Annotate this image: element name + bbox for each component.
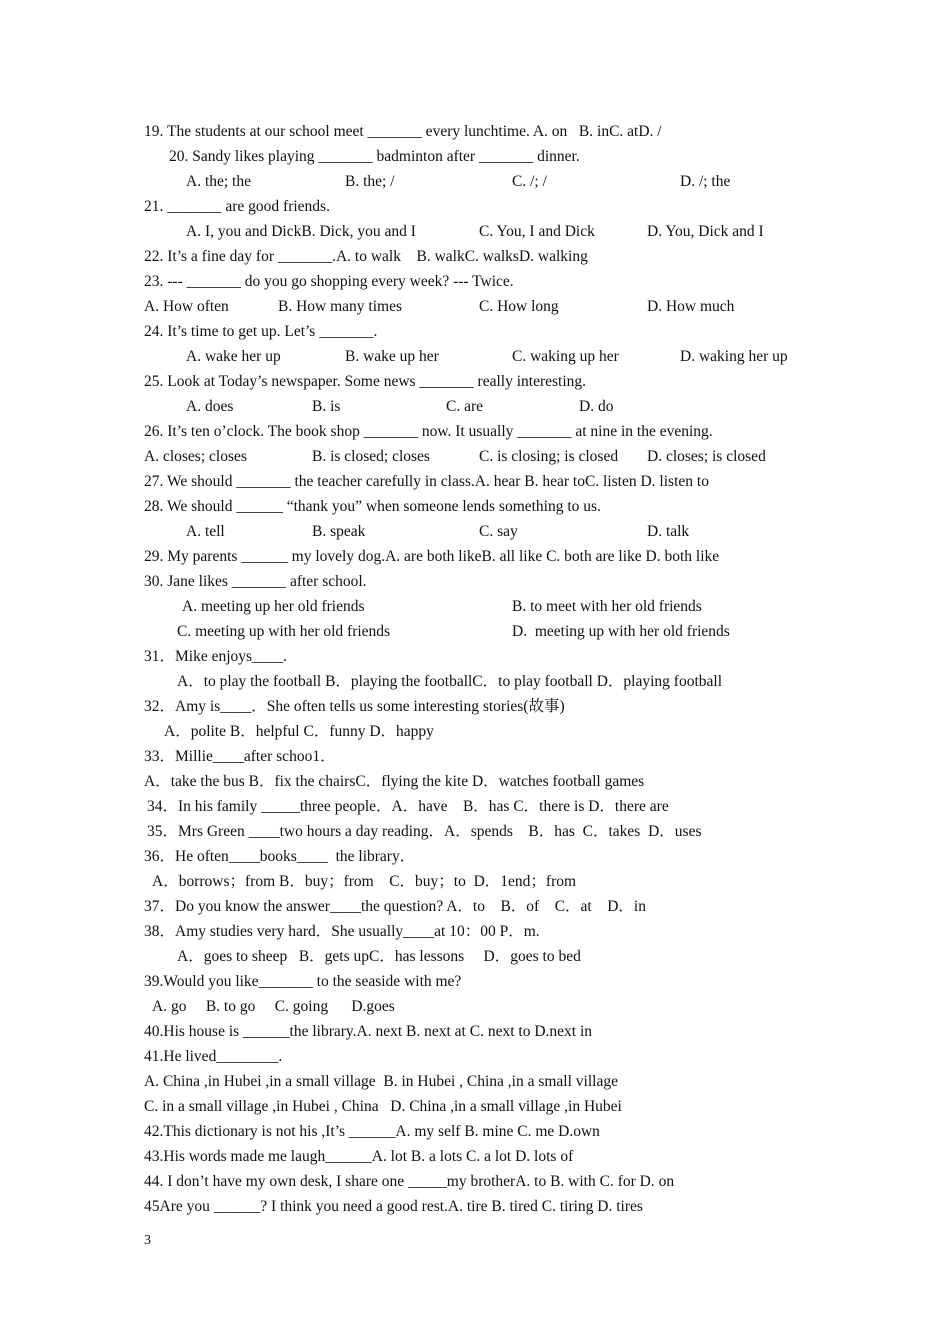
option-q25o-2: C. are — [446, 398, 484, 415]
option-q28o-2: C. say — [479, 523, 518, 540]
question-line-q25: 25. Look at Today’s newspaper. Some news _______ really interesting. — [144, 373, 587, 390]
option-q23o-2: C. How long — [479, 298, 559, 315]
option-q20o-0: A. the; the — [186, 173, 251, 190]
question-line-q42: 42.This dictionary is not his ,It’s ______A. my self B. mine C. me D.own — [144, 1123, 600, 1140]
option-q30b-0: C. meeting up with her old friends — [177, 623, 391, 640]
option-q21o-0: A. I, you and DickB. Dick, you and I — [186, 223, 416, 240]
question-line-q39: 39.Would you like_______ to the seaside with me? — [144, 973, 462, 990]
question-line-q36: 36．He often____books____ the library． — [144, 848, 416, 865]
option-q24o-3: D. waking her up — [680, 348, 788, 365]
question-line-q29: 29. My parents ______ my lovely dog.A. are both likeB. all like C. both are like D. both like — [144, 548, 720, 565]
option-q21o-1: C. You, I and Dick — [479, 223, 595, 240]
question-line-q26: 26. It’s ten o’clock. The book shop _______ now. It usually _______ at nine in the evening. — [144, 423, 713, 440]
option-q25o-3: D. do — [579, 398, 614, 415]
question-line-q27: 27. We should _______ the teacher carefully in class.A. hear B. hear toC. listen D. listen to — [144, 473, 709, 490]
question-line-q34: 34．In his family _____three people．A．have B．has C．there is D．there are — [147, 798, 669, 815]
option-q26o-2: C. is closing; is closed — [479, 448, 619, 465]
question-line-q39o: A. go B. to go C. going D.goes — [152, 998, 395, 1015]
question-line-q33: 33．Millie____after schoo1． — [144, 748, 336, 765]
question-line-q31o: A．to play the football B．playing the footballC．to play football D．playing football — [177, 673, 722, 690]
option-q23o-1: B. How many times — [278, 298, 402, 315]
question-line-q31: 31．Mike enjoys____. — [144, 648, 287, 665]
question-line-q41: 41.He lived________. — [144, 1048, 283, 1065]
question-line-q30: 30. Jane likes _______ after school. — [144, 573, 367, 590]
question-line-q41b: C. in a small village ,in Hubei , China D. China ,in a small village ,in Hubei — [144, 1098, 622, 1115]
option-q28o-3: D. talk — [647, 523, 690, 540]
question-line-q28: 28. We should ______ “thank you” when someone lends something to us. — [144, 498, 601, 515]
option-q30a-1: B. to meet with her old friends — [512, 598, 702, 615]
option-q25o-0: A. does — [186, 398, 234, 415]
option-q20o-3: D. /; the — [680, 173, 731, 190]
question-line-q37: 37．Do you know the answer____the question? A．to B．of C．at D．in — [144, 898, 646, 915]
question-line-q33o: A．take the bus B．fix the chairsC．flying the kite D．watches football games — [144, 773, 645, 790]
question-line-q45: 45Are you ______? I think you need a good rest.A. tire B. tired C. tiring D. tires — [144, 1198, 643, 1215]
option-q24o-2: C. waking up her — [512, 348, 619, 365]
question-line-q21: 21. _______ are good friends. — [144, 198, 330, 215]
question-line-q19: 19. The students at our school meet _______ every lunchtime. A. on B. inC. atD. / — [144, 123, 662, 140]
question-line-q40: 40.His house is ______the library.A. next B. next at C. next to D.next in — [144, 1023, 593, 1040]
option-q30a-0: A. meeting up her old friends — [182, 598, 365, 615]
option-q25o-1: B. is — [312, 398, 341, 415]
option-q20o-2: C. /; / — [512, 173, 547, 190]
option-q26o-1: B. is closed; closes — [312, 448, 430, 465]
option-q23o-0: A. How often — [144, 298, 229, 315]
question-line-q24: 24. It’s time to get up. Let’s _______. — [144, 323, 378, 340]
page-number: 3 — [144, 1233, 151, 1248]
question-line-q38: 38．Amy studies very hard．She usually____at 10：00 P．m. — [144, 923, 540, 940]
option-q24o-1: B. wake up her — [345, 348, 439, 365]
option-q28o-1: B. speak — [312, 523, 366, 540]
question-line-q32o: A．polite B．helpful C．funny D．happy — [164, 723, 434, 740]
option-q24o-0: A. wake her up — [186, 348, 281, 365]
question-line-q20: 20. Sandy likes playing _______ badminton after _______ dinner. — [169, 148, 580, 165]
question-line-q32: 32．Amy is____．She often tells us some interesting stories(故事) — [144, 698, 565, 715]
question-line-q22: 22. It’s a fine day for _______.A. to walk B. walkC. walksD. walking — [144, 248, 588, 265]
question-line-q35: 35．Mrs Green ____two hours a day reading．A．spends B．has C．takes D．uses — [147, 823, 702, 840]
question-line-q38o: A．goes to sheep B．gets upC．has lessons D．goes to bed — [177, 948, 581, 965]
option-q26o-3: D. closes; is closed — [647, 448, 766, 465]
question-line-q36o: A．borrows；from B．buy；from C．buy；to D．1end；from — [152, 873, 577, 890]
option-q21o-2: D. You, Dick and I — [647, 223, 764, 240]
option-q30b-1: D. meeting up with her old friends — [512, 623, 730, 640]
option-q26o-0: A. closes; closes — [144, 448, 247, 465]
option-q28o-0: A. tell — [186, 523, 225, 540]
option-q23o-3: D. How much — [647, 298, 735, 315]
question-line-q43: 43.His words made me laugh______A. lot B. a lots C. a lot D. lots of — [144, 1148, 574, 1165]
option-q20o-1: B. the; / — [345, 173, 395, 190]
question-line-q23: 23. --- _______ do you go shopping every week? --- Twice. — [144, 273, 514, 290]
question-line-q41a: A. China ,in Hubei ,in a small village B. in Hubei , China ,in a small village — [144, 1073, 618, 1090]
question-line-q44: 44. I don’t have my own desk, I share one _____my brotherA. to B. with C. for D. on — [144, 1173, 675, 1190]
